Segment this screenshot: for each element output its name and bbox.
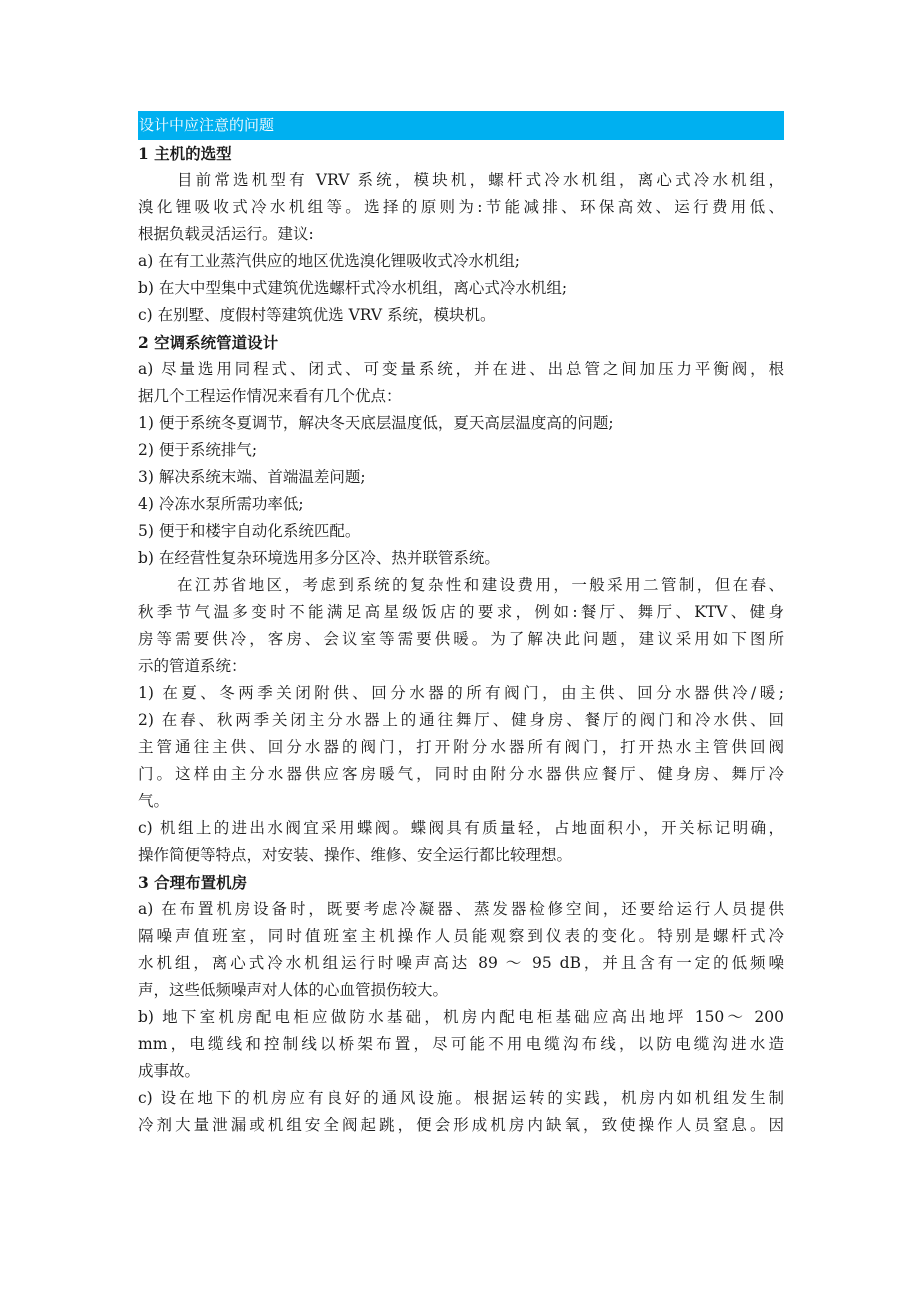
section-title-bar: 设计中应注意的问题 <box>138 111 784 140</box>
text-line: 水机组，离心式冷水机组运行时噪声高达 89 ～ 95 dB，并且含有一定的低频噪 <box>138 954 784 972</box>
text-line: a) 在有工业蒸汽供应的地区优选溴化锂吸收式冷水机组; <box>138 252 520 270</box>
text-line: 5) 便于和楼宇自动化系统匹配。 <box>138 522 361 540</box>
text-line: c) 设在地下的机房应有良好的通风设施。根据运转的实践，机房内如机组发生制 <box>138 1089 784 1107</box>
text-line: a) 尽量选用同程式、闭式、可变量系统，并在进、出总管之间加压力平衡阀，根 <box>138 360 784 378</box>
section-heading: 1 主机的选型 <box>138 144 232 163</box>
text-line: 声，这些低频噪声对人体的心血管损伤较大。 <box>138 981 449 999</box>
text-line: 溴化锂吸收式冷水机组等。选择的原则为:节能减排、环保高效、运行费用低、 <box>138 198 784 216</box>
text-line: b) 在经营性复杂环境选用多分区冷、热并联管系统。 <box>138 549 500 567</box>
text-line: a) 在布置机房设备时，既要考虑冷凝器、蒸发器检修空间，还要给运行人员提供 <box>138 900 784 918</box>
text-line: 据几个工程运作情况来看有几个优点： <box>138 387 402 405</box>
text-line: 冷剂大量泄漏或机组安全阀起跳，便会形成机房内缺氧，致使操作人员窒息。因 <box>138 1116 784 1134</box>
section-heading: 2 空调系统管道设计 <box>138 333 279 352</box>
text-line: 1) 便于系统冬夏调节，解决冬天底层温度低，夏天高层温度高的问题; <box>138 414 614 432</box>
text-line: 4) 冷冻水泵所需功率低; <box>138 495 304 513</box>
text-line: 门。这样由主分水器供应客房暖气，同时由附分水器供应餐厅、健身房、舞厅冷 <box>138 765 784 783</box>
text-line: b) 在大中型集中式建筑优选螺杆式冷水机组，离心式冷水机组; <box>138 279 568 297</box>
text-line: 主管通往主供、回分水器的阀门，打开附分水器所有阀门，打开热水主管供回阀 <box>138 738 784 756</box>
document-body <box>138 140 784 1139</box>
text-line: c) 在别墅、度假村等建筑优选 VRV 系统，模块机。 <box>138 306 496 324</box>
text-line: c) 机组上的进出水阀宜采用蝶阀。蝶阀具有质量轻，占地面积小，开关标记明确， <box>138 819 784 837</box>
text-line: 气。 <box>138 792 170 810</box>
text-line: 示的管道系统： <box>138 657 247 675</box>
section-heading: 3 合理布置机房 <box>138 873 248 892</box>
text-line: 房等需要供冷，客房、会议室等需要供暖。为了解决此问题，建议采用如下图所 <box>138 630 784 648</box>
text-line: 隔噪声值班室，同时值班室主机操作人员能观察到仪表的变化。特别是螺杆式冷 <box>138 927 784 945</box>
text-line: 目前常选机型有 VRV 系统，模块机，螺杆式冷水机组，离心式冷水机组， <box>177 171 784 189</box>
document-page <box>138 111 784 1139</box>
text-line: 1) 在夏、冬两季关闭附供、回分水器的所有阀门，由主供、回分水器供冷/暖; <box>138 684 784 702</box>
text-line: 根据负载灵活运行。建议: <box>138 225 314 243</box>
text-line: 成事故。 <box>138 1062 201 1080</box>
text-line: 在江苏省地区，考虑到系统的复杂性和建设费用，一般采用二管制，但在春、 <box>177 576 784 594</box>
text-line: mm，电缆线和控制线以桥架布置，尽可能不用电缆沟布线，以防电缆沟进水造 <box>138 1035 784 1053</box>
text-line: 操作简便等特点，对安装、操作、维修、安全运行都比较理想。 <box>138 846 573 864</box>
text-line: 2) 便于系统排气; <box>138 441 258 459</box>
text-line: 3) 解决系统末端、首端温差问题; <box>138 468 366 486</box>
text-line: 2) 在春、秋两季关闭主分水器上的通往舞厅、健身房、餐厅的阀门和冷水供、回 <box>138 711 784 729</box>
text-line: 秋季节气温多变时不能满足高星级饭店的要求，例如:餐厅、舞厅、KTV、健身 <box>138 603 784 621</box>
text-line: b) 地下室机房配电柜应做防水基础，机房内配电柜基础应高出地坪 150～ 200 <box>138 1008 784 1026</box>
